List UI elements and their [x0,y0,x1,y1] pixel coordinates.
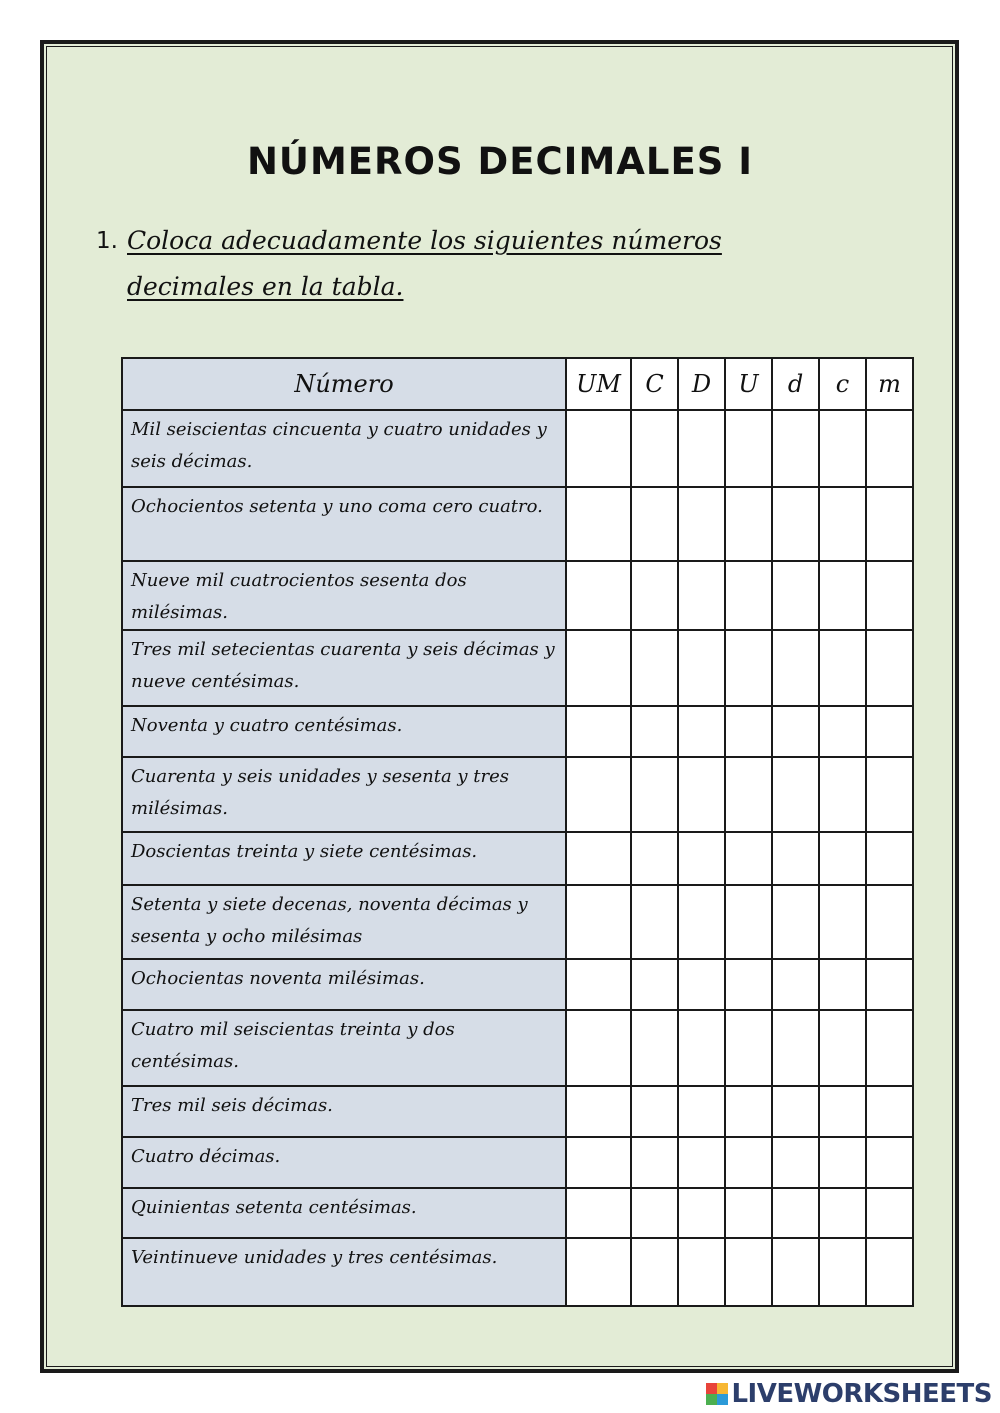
number-description: Tres mil setecientas cuarenta y seis décimas y nueve centésimas. [122,630,566,706]
answer-cell[interactable] [725,1137,772,1188]
answer-cell[interactable] [866,757,913,832]
answer-cell[interactable] [772,1010,819,1086]
answer-cell[interactable] [566,561,631,630]
answer-cell[interactable] [631,1188,678,1238]
table-row [122,1238,913,1306]
table-row [122,1010,913,1086]
logo-square [717,1394,728,1405]
answer-cell[interactable] [725,1188,772,1238]
answer-cell[interactable] [819,1086,866,1137]
answer-cell[interactable] [772,832,819,885]
table-row [122,706,913,757]
number-description: Ochocientas noventa milésimas. [122,959,566,1010]
answer-cell[interactable] [631,487,678,561]
answer-cell[interactable] [819,630,866,706]
answer-cell[interactable] [566,630,631,706]
answer-cell[interactable] [566,1137,631,1188]
answer-cell[interactable] [678,757,725,832]
answer-cell[interactable] [725,959,772,1010]
header-place-column: c [819,358,866,410]
instruction [96,218,836,310]
number-description: Doscientas treinta y siete centésimas. [122,832,566,885]
place-value-table [121,357,914,1307]
answer-cell[interactable] [725,757,772,832]
number-description: Quinientas setenta centésimas. [122,1188,566,1238]
answer-cell[interactable] [819,561,866,630]
table-row [122,885,913,959]
liveworksheets-logo-icon [706,1383,728,1405]
answer-cell[interactable] [678,1188,725,1238]
answer-cell[interactable] [819,959,866,1010]
answer-cell[interactable] [819,706,866,757]
answer-cell[interactable] [772,630,819,706]
answer-cell[interactable] [866,832,913,885]
answer-cell[interactable] [566,706,631,757]
liveworksheets-brand [706,1379,992,1409]
answer-cell[interactable] [819,885,866,959]
table-row [122,832,913,885]
answer-cell[interactable] [725,1238,772,1306]
logo-square [717,1383,728,1394]
answer-cell[interactable] [678,630,725,706]
table-row [122,1188,913,1238]
answer-cell[interactable] [725,1010,772,1086]
header-place-column: C [631,358,678,410]
answer-cell[interactable] [866,1188,913,1238]
number-description: Setenta y siete decenas, noventa décimas y sesenta y ocho milésimas [122,885,566,959]
table-row [122,1137,913,1188]
answer-cell[interactable] [631,959,678,1010]
answer-cell[interactable] [678,561,725,630]
header-place-column: D [678,358,725,410]
instruction-text: Coloca adecuadamente los siguientes números decimales en la tabla. [127,226,722,301]
answer-cell[interactable] [725,832,772,885]
answer-cell[interactable] [725,487,772,561]
answer-cell[interactable] [866,959,913,1010]
table-row [122,487,913,561]
answer-cell[interactable] [725,410,772,487]
answer-cell[interactable] [866,1238,913,1306]
header-place-column: m [866,358,913,410]
answer-cell[interactable] [772,885,819,959]
header-place-column: U [725,358,772,410]
answer-cell[interactable] [678,1086,725,1137]
answer-cell[interactable] [866,1137,913,1188]
number-description: Mil seiscientas cincuenta y cuatro unidades y seis décimas. [122,410,566,487]
answer-cell[interactable] [772,1086,819,1137]
answer-cell[interactable] [631,832,678,885]
worksheet-title: NÚMEROS DECIMALES I [246,140,754,183]
answer-cell[interactable] [866,885,913,959]
answer-cell[interactable] [866,630,913,706]
answer-cell[interactable] [566,959,631,1010]
answer-cell[interactable] [819,1137,866,1188]
answer-cell[interactable] [566,1010,631,1086]
answer-cell[interactable] [566,1086,631,1137]
logo-square [706,1383,717,1394]
answer-cell[interactable] [725,630,772,706]
answer-cell[interactable] [772,410,819,487]
answer-cell[interactable] [819,487,866,561]
answer-cell[interactable] [566,757,631,832]
number-description: Ochocientos setenta y uno coma cero cuatro. [122,487,566,561]
answer-cell[interactable] [631,1086,678,1137]
answer-cell[interactable] [678,1137,725,1188]
answer-cell[interactable] [631,410,678,487]
number-description: Tres mil seis décimas. [122,1086,566,1137]
answer-cell[interactable] [678,410,725,487]
answer-cell[interactable] [678,1010,725,1086]
answer-cell[interactable] [819,1188,866,1238]
number-description: Veintinueve unidades y tres centésimas. [122,1238,566,1306]
number-description: Nueve mil cuatrocientos sesenta dos milésimas. [122,561,566,630]
answer-cell[interactable] [866,1010,913,1086]
answer-cell[interactable] [772,757,819,832]
answer-cell[interactable] [631,885,678,959]
number-description: Cuatro mil seiscientas treinta y dos centésimas. [122,1010,566,1086]
brand-name: LIVEWORKSHEETS [731,1379,992,1409]
answer-cell[interactable] [866,1086,913,1137]
answer-cell[interactable] [772,959,819,1010]
table-row [122,561,913,630]
header-number: Número [122,358,566,410]
answer-cell[interactable] [866,487,913,561]
answer-cell[interactable] [566,832,631,885]
answer-cell[interactable] [631,706,678,757]
answer-cell[interactable] [819,410,866,487]
answer-cell[interactable] [772,561,819,630]
answer-cell[interactable] [772,487,819,561]
answer-cell[interactable] [678,832,725,885]
answer-cell[interactable] [678,487,725,561]
answer-cell[interactable] [819,1010,866,1086]
answer-cell[interactable] [631,561,678,630]
table-row [122,959,913,1010]
answer-cell[interactable] [866,706,913,757]
answer-cell[interactable] [678,885,725,959]
answer-cell[interactable] [678,1238,725,1306]
answer-cell[interactable] [772,1238,819,1306]
answer-cell[interactable] [566,410,631,487]
answer-cell[interactable] [772,1137,819,1188]
answer-cell[interactable] [866,561,913,630]
table-row [122,410,913,487]
answer-cell[interactable] [772,1188,819,1238]
number-description: Cuarenta y seis unidades y sesenta y tres milésimas. [122,757,566,832]
answer-cell[interactable] [678,959,725,1010]
answer-cell[interactable] [631,1010,678,1086]
answer-cell[interactable] [631,1137,678,1188]
table-header-row [122,358,913,410]
header-place-column: UM [566,358,631,410]
answer-cell[interactable] [566,1188,631,1238]
answer-cell[interactable] [725,885,772,959]
answer-cell[interactable] [866,410,913,487]
table-row [122,757,913,832]
number-description: Noventa y cuatro centésimas. [122,706,566,757]
answer-cell[interactable] [566,487,631,561]
answer-cell[interactable] [631,757,678,832]
table-row [122,630,913,706]
table-row [122,1086,913,1137]
answer-cell[interactable] [725,1086,772,1137]
answer-cell[interactable] [566,885,631,959]
answer-cell[interactable] [631,630,678,706]
number-description: Cuatro décimas. [122,1137,566,1188]
header-place-column: d [772,358,819,410]
answer-cell[interactable] [819,757,866,832]
answer-cell[interactable] [772,706,819,757]
answer-cell[interactable] [631,1238,678,1306]
answer-cell[interactable] [725,706,772,757]
answer-cell[interactable] [678,706,725,757]
logo-square [706,1394,717,1405]
answer-cell[interactable] [566,1238,631,1306]
answer-cell[interactable] [819,832,866,885]
answer-cell[interactable] [819,1238,866,1306]
instruction-number: 1. [96,228,118,254]
answer-cell[interactable] [725,561,772,630]
